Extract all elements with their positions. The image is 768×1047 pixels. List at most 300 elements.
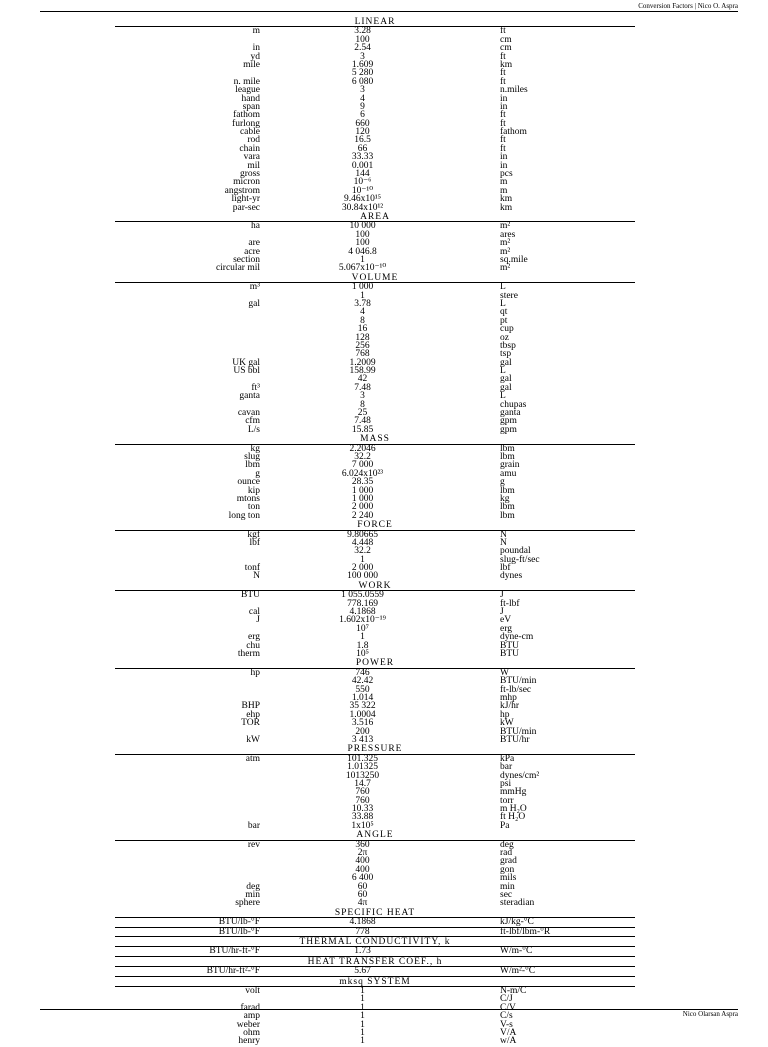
table-row [115, 470, 635, 478]
unit-to: w/A [500, 1036, 517, 1047]
unit-from [115, 334, 260, 342]
unit-to: bar [500, 762, 513, 773]
table-row [115, 928, 635, 937]
section-special-2 [115, 958, 635, 977]
unit-to: steradian [500, 898, 535, 909]
table-row [115, 866, 635, 874]
factor-value: 1 [360, 632, 365, 643]
factor-value: 768 [355, 349, 370, 360]
unit-from: vara [243, 152, 260, 163]
unit-from: ha [251, 221, 260, 232]
unit-to: m² [500, 238, 511, 249]
unit-to: lbm [500, 502, 515, 513]
section-title: THERMAL CONDUCTIVITY, k [115, 938, 635, 947]
table-row [115, 409, 635, 417]
section-2 [115, 274, 635, 434]
table-row [115, 204, 635, 212]
unit-to: chupas [500, 399, 527, 410]
table-row [115, 44, 635, 52]
table-row [115, 849, 635, 857]
unit-to: ft [500, 26, 506, 37]
table-row [115, 27, 635, 35]
unit-to: in [500, 93, 508, 104]
unit-to: poundal [500, 546, 531, 557]
factor-value: 9 [360, 101, 365, 112]
table-row [115, 813, 635, 821]
unit-from: angstrom [224, 185, 260, 196]
unit-from: furlong [232, 118, 260, 129]
unit-to: torr [500, 795, 514, 806]
unit-from [115, 857, 260, 865]
unit-to: ft-lb/sec [500, 684, 532, 695]
table-row [115, 292, 635, 300]
factor-value: 1 000 [351, 493, 374, 504]
unit-from: ton [247, 502, 260, 513]
unit-to: BTU/hr [500, 734, 530, 745]
unit-from: fathom [233, 110, 260, 121]
unit-to: V-s [500, 1019, 513, 1030]
table-row [115, 86, 635, 94]
unit-to: lbm [500, 485, 515, 496]
factor-value: 1 [360, 1019, 365, 1030]
table-row [115, 222, 635, 230]
unit-to: deg [500, 839, 514, 850]
unit-from: gal [248, 298, 260, 309]
unit-to: hp [500, 709, 510, 720]
table-row [115, 772, 635, 780]
factor-value: 10⁻¹⁰ [351, 185, 374, 196]
factor-value: 1 [360, 290, 365, 301]
unit-to: km [500, 202, 513, 213]
factor-value: 6 [360, 110, 365, 121]
table-row [115, 797, 635, 805]
table-row [115, 325, 635, 333]
factor-value: 7.48 [354, 382, 371, 393]
factor-value: 100 [355, 229, 370, 240]
conversion-table [115, 18, 635, 1047]
unit-to: kW [500, 718, 514, 729]
unit-to: min [500, 881, 515, 892]
page-footer: Nico Olarsan Aspra [40, 1009, 738, 1018]
table-row [115, 625, 635, 633]
table-row [115, 503, 635, 511]
unit-to: m² [500, 221, 511, 232]
factor-value: 3 [360, 85, 365, 96]
factor-value: 1x10⁵ [351, 820, 374, 831]
unit-from [115, 317, 260, 325]
unit-from [115, 600, 260, 608]
unit-to: ft H₂O [500, 812, 526, 823]
factor-value: 144 [355, 169, 370, 180]
table-row [115, 947, 635, 956]
section-8 [115, 831, 635, 908]
unit-from: m³ [249, 282, 260, 293]
section-title: LINEAR [115, 18, 635, 27]
unit-to: slug-ft/sec [500, 554, 540, 565]
factor-value: 1.73 [354, 946, 371, 957]
table-row [115, 445, 635, 453]
factor-value: 42 [357, 374, 368, 385]
factor-value: 3 413 [351, 734, 374, 745]
table-row [115, 334, 635, 342]
table-row [115, 342, 635, 350]
factor-value: 360 [355, 839, 370, 850]
factor-value: 101.325 [347, 753, 378, 764]
unit-to: lbm [500, 510, 515, 521]
table-row [115, 392, 635, 400]
unit-to: cm [500, 34, 512, 45]
unit-to: ft [500, 135, 506, 146]
unit-to: W [500, 667, 509, 678]
unit-from: TOR [241, 718, 260, 729]
factor-value: 2 000 [351, 502, 374, 513]
factor-value: 2.54 [354, 43, 371, 54]
factor-value: 120 [355, 127, 370, 138]
unit-to: dynes [500, 571, 523, 582]
unit-from: mil [247, 160, 260, 171]
unit-from [115, 325, 260, 333]
factor-value: 128 [355, 332, 370, 343]
factor-value: 1.01325 [347, 762, 378, 773]
unit-from: in [252, 43, 260, 54]
unit-from [115, 788, 260, 796]
unit-to: J [500, 607, 504, 618]
table-row [115, 967, 635, 976]
factor-value: 400 [355, 864, 370, 875]
factor-value: 9.46x10¹⁵ [343, 194, 382, 205]
table-row [115, 248, 635, 256]
section-title: WORK [115, 582, 635, 591]
unit-from: ounce [237, 477, 260, 488]
unit-from: chu [246, 640, 260, 651]
unit-to: oz [500, 332, 509, 343]
table-row [115, 61, 635, 69]
factor-value: 5 280 [351, 68, 374, 79]
table-row [115, 572, 635, 580]
unit-from [115, 805, 260, 813]
unit-from [115, 813, 260, 821]
unit-to: C/s [500, 1011, 513, 1022]
unit-from: BTU [241, 590, 260, 601]
factor-value: 1 [360, 985, 365, 996]
unit-to: tsp [500, 349, 512, 360]
table-row [115, 874, 635, 882]
unit-to: in [500, 152, 508, 163]
factor-value: 100 000 [347, 571, 378, 582]
unit-to: ft [500, 68, 506, 79]
section-title: HEAT TRANSFER COEF., h [115, 958, 635, 967]
table-row [115, 401, 635, 409]
unit-from [115, 728, 260, 736]
factor-value: 33.88 [351, 812, 374, 823]
unit-to: cup [500, 324, 514, 335]
factor-value: 1.602x10⁻¹⁹ [339, 615, 386, 626]
factor-value: 3.28 [354, 26, 371, 37]
factor-value: 25 [357, 408, 368, 419]
table-row [115, 36, 635, 44]
factor-value: 9.80665 [347, 529, 378, 540]
factor-value: 5.067x10⁻¹⁰ [338, 263, 387, 274]
factor-value: 256 [355, 340, 370, 351]
factor-value: 6 400 [351, 873, 374, 884]
unit-from [115, 686, 260, 694]
unit-from: farad [240, 1002, 260, 1013]
unit-to: BTU [500, 649, 519, 659]
section-title: VOLUME [115, 274, 635, 283]
table-row [115, 987, 635, 995]
factor-value: 4.1868 [349, 917, 376, 928]
unit-from [115, 231, 260, 239]
unit-to: kPa [500, 753, 515, 764]
factor-value: 42.42 [351, 676, 374, 687]
factor-value: 10⁻⁶ [353, 177, 372, 188]
unit-to: grain [500, 460, 520, 471]
table-row [115, 918, 635, 927]
unit-from [115, 780, 260, 788]
unit-to: gpm [500, 424, 517, 435]
table-row [115, 711, 635, 719]
section-title: MASS [115, 435, 635, 444]
unit-from: UK gal [232, 357, 260, 368]
table-row [115, 308, 635, 316]
unit-to: in [500, 101, 508, 112]
factor-value: 100 [355, 238, 370, 249]
unit-to: dynes/cm² [500, 770, 540, 781]
factor-value: 1 [360, 1011, 365, 1022]
section-title: POWER [115, 659, 635, 668]
unit-to: grad [500, 856, 517, 867]
table-row [115, 495, 635, 503]
unit-to: L [500, 298, 506, 309]
factor-value: 0.001 [351, 160, 374, 171]
table-row [115, 822, 635, 830]
unit-to: Pa [500, 820, 510, 831]
factor-value: 158.99 [349, 366, 376, 377]
factor-value: 2 000 [351, 563, 374, 574]
factor-value: 6.024x10²³ [341, 468, 384, 479]
unit-to: m [500, 185, 508, 196]
table-row [115, 300, 635, 308]
section-special-0 [115, 909, 635, 937]
unit-from: J [256, 615, 260, 626]
unit-to: gal [500, 382, 512, 393]
table-row [115, 78, 635, 86]
factor-value: 400 [355, 856, 370, 867]
unit-from [115, 375, 260, 383]
unit-from: light-yr [231, 194, 260, 205]
unit-to: km [500, 194, 513, 205]
factor-value: 100 [355, 34, 370, 45]
factor-value: 7 000 [351, 460, 374, 471]
table-row [115, 891, 635, 899]
factor-value: 10⁷ [356, 623, 369, 634]
unit-from: BTU/hr-ft-°F [209, 946, 260, 957]
table-row [115, 995, 635, 1003]
table-row [115, 616, 635, 624]
unit-to: lbf [500, 563, 511, 574]
section-title: FORCE [115, 521, 635, 530]
unit-to: gon [500, 864, 515, 875]
table-row [115, 426, 635, 434]
table-row [115, 120, 635, 128]
table-row [115, 677, 635, 685]
unit-to: ft [500, 143, 506, 154]
table-row [115, 531, 635, 539]
factor-value: 1.0004 [349, 709, 376, 720]
section-1 [115, 213, 635, 273]
table-row [115, 487, 635, 495]
unit-from [115, 849, 260, 857]
factor-value: 778.169 [347, 598, 378, 609]
table-row [115, 512, 635, 520]
unit-to: ft [500, 118, 506, 129]
section-4 [115, 521, 635, 581]
unit-from: cal [248, 607, 260, 618]
factor-value: 1.2009 [349, 357, 376, 368]
table-row [115, 145, 635, 153]
unit-from: BTU/lb-°F [218, 917, 260, 928]
table-row [115, 1037, 635, 1045]
unit-to: m² [500, 263, 511, 274]
factor-value: 10.33 [351, 804, 374, 815]
unit-to: g [500, 477, 505, 488]
factor-value: 4.448 [351, 537, 374, 548]
section-6 [115, 659, 635, 744]
unit-from: ehp [246, 709, 260, 720]
unit-from: weber [236, 1019, 260, 1030]
table-row [115, 136, 635, 144]
table-row [115, 633, 635, 641]
unit-from: BTU/hr-ft²-°F [206, 966, 260, 977]
table-row [115, 111, 635, 119]
unit-from: lbf [249, 537, 260, 548]
table-row [115, 283, 635, 291]
unit-from: section [233, 254, 260, 265]
factor-value: 33.33 [351, 152, 374, 163]
unit-from: cable [239, 127, 260, 138]
unit-from: ganta [239, 391, 260, 402]
unit-from [115, 677, 260, 685]
factor-value: 16 [357, 324, 368, 335]
unit-to: km [500, 59, 513, 70]
unit-from [115, 763, 260, 771]
unit-to: ft-lbf/lbm-°R [500, 926, 551, 937]
unit-from: amp [243, 1011, 260, 1022]
table-row [115, 556, 635, 564]
table-row [115, 650, 635, 658]
unit-to: ft-lbf [500, 598, 520, 609]
unit-to: C/J [500, 994, 513, 1005]
table-row [115, 384, 635, 392]
factor-value: 1 [360, 554, 365, 565]
unit-from: atm [245, 753, 260, 764]
factor-value: 66 [357, 143, 368, 154]
unit-from: circular mil [215, 263, 260, 274]
unit-to: kJ/kg-°C [500, 917, 534, 928]
unit-to: pt [500, 315, 508, 326]
table-row [115, 417, 635, 425]
factor-value: 760 [355, 795, 370, 806]
factor-value: 4.1868 [349, 607, 376, 618]
unit-to: m² [500, 246, 511, 257]
unit-from: are [248, 238, 260, 249]
unit-from: volt [245, 985, 260, 996]
factor-value: 60 [357, 889, 368, 900]
factor-value: 1.8 [356, 640, 369, 651]
unit-from: ft³ [251, 382, 260, 393]
unit-to: BTU [500, 640, 519, 651]
unit-from: m [252, 26, 260, 37]
unit-to: erg [500, 623, 512, 634]
factor-value: 8 [360, 399, 365, 410]
unit-to: m [500, 177, 508, 188]
factor-value: 1.609 [351, 59, 374, 70]
factor-value: 1 [360, 994, 365, 1005]
unit-to: amu [500, 468, 517, 479]
unit-from: N [253, 571, 260, 582]
factor-value: 1 [360, 1002, 365, 1013]
factor-value: 1 055.0559 [341, 590, 384, 601]
factor-value: 8 [360, 315, 365, 326]
table-row [115, 736, 635, 744]
section-title: ANGLE [115, 831, 635, 840]
unit-from: erg [248, 632, 260, 643]
unit-from: rev [247, 839, 260, 850]
unit-from [115, 308, 260, 316]
factor-value: 2.2046 [349, 443, 376, 454]
table-row [115, 1021, 635, 1029]
factor-value: 2 240 [351, 510, 374, 521]
unit-to: W/m²-°C [500, 966, 536, 977]
factor-value: 28.35 [351, 477, 374, 488]
unit-from: therm [237, 649, 260, 659]
unit-to: N-m/C [500, 985, 527, 996]
table-row [115, 478, 635, 486]
factor-value: 4 046.8 [348, 246, 377, 257]
unit-to: L [500, 366, 506, 377]
table-row [115, 367, 635, 375]
unit-to: stere [500, 290, 518, 301]
table-row [115, 162, 635, 170]
table-row [115, 669, 635, 677]
table-row [115, 1029, 635, 1037]
factor-value: 760 [355, 787, 370, 798]
factor-value: 550 [355, 684, 370, 695]
table-row [115, 788, 635, 796]
unit-from: kg [250, 443, 260, 454]
unit-from: long ton [228, 510, 260, 521]
unit-to: tbsp [500, 340, 516, 351]
factor-value: 32.2 [354, 451, 371, 462]
table-row [115, 780, 635, 788]
unit-to: BTU/min [500, 676, 537, 687]
unit-from [115, 556, 260, 564]
unit-to: mmHg [500, 787, 527, 798]
unit-from [115, 625, 260, 633]
unit-from: ohm [243, 1027, 260, 1038]
factor-value: 1 000 [351, 485, 374, 496]
unit-to: kg [500, 493, 510, 504]
unit-from: acre [244, 246, 260, 257]
unit-from: gross [239, 169, 260, 180]
unit-to: N [500, 537, 507, 548]
unit-to: N [500, 529, 507, 540]
unit-to: ft [500, 76, 506, 87]
factor-value: 3 [360, 391, 365, 402]
unit-to: qt [500, 307, 508, 318]
unit-from [115, 547, 260, 555]
unit-to: rad [500, 848, 513, 859]
